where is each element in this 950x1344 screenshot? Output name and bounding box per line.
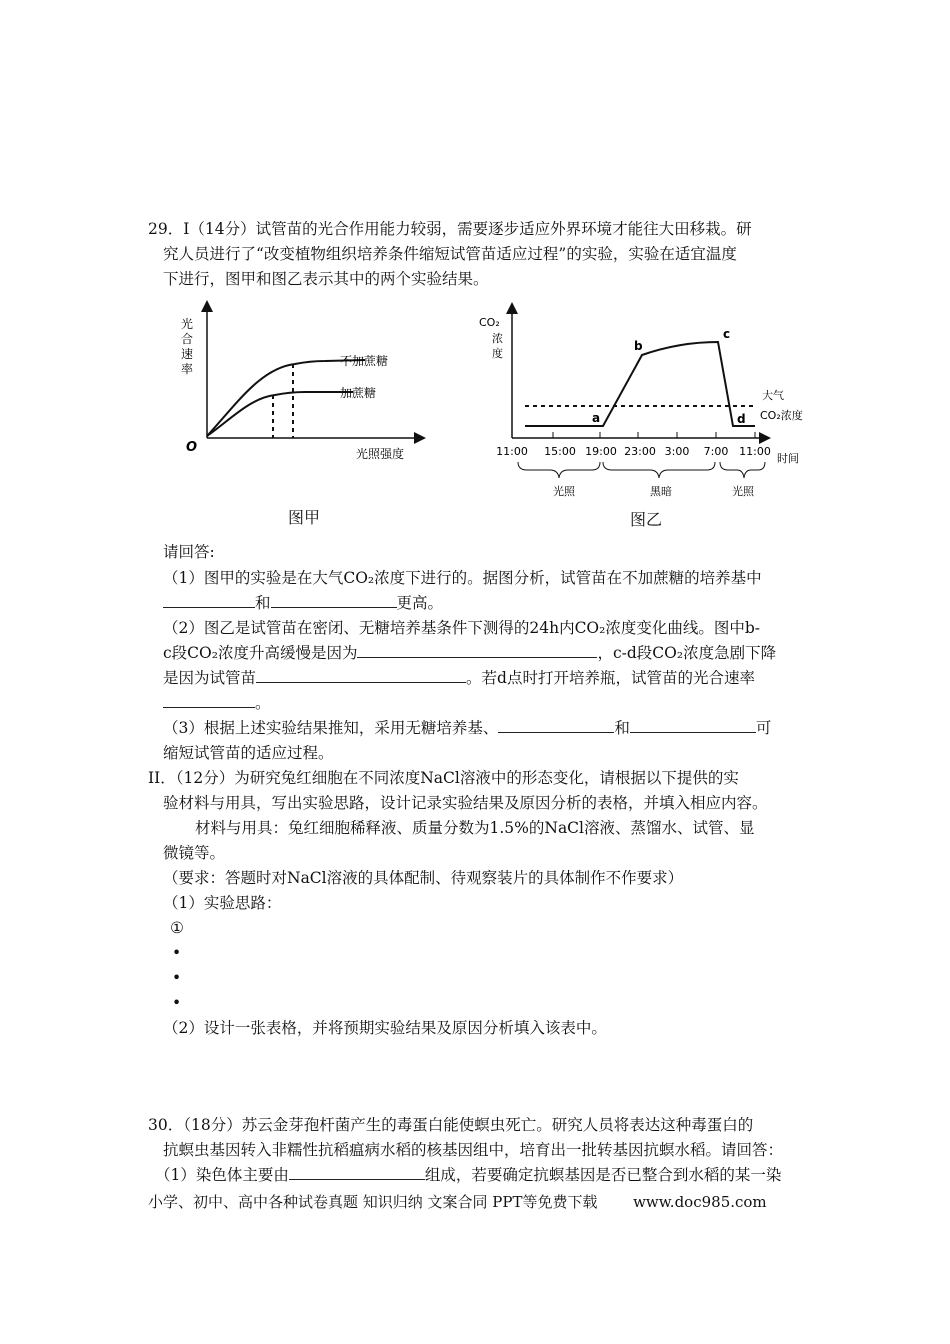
q2-line-3: 是因为试管苗 。若d点时打开培养瓶，试管苗的光合速率	[163, 669, 755, 687]
footer-url[interactable]: www.doc985.com	[633, 1193, 767, 1211]
q29-line-1: 29．Ⅰ（14分）试管苗的光合作用能力较弱，需要逐步适应外界环境才能往大田移栽。研	[148, 220, 752, 238]
jia-xlabel: 光照强度	[356, 447, 405, 461]
answer-blank[interactable]	[163, 692, 255, 708]
yi-xlabel: 时间	[777, 452, 799, 465]
yi-brace-light-2	[720, 462, 765, 478]
step-bullet: •	[172, 969, 182, 987]
part2-line-7: （2）设计一张表格，并将预期实验结果及原因分析填入该表中。	[163, 1019, 607, 1037]
q1-line-1: （1）图甲的实验是在大气CO₂浓度下进行的。据图分析，试管苗在不加蔗糖的培养基中	[163, 569, 762, 587]
yi-tick-6: 7:00	[703, 445, 729, 458]
answer-blank[interactable]	[163, 592, 255, 608]
answer-blank[interactable]	[357, 642, 597, 658]
yi-tick-5: 3:00	[664, 445, 690, 458]
answer-blank[interactable]	[289, 1164, 425, 1180]
q29-line-3: 下进行，图甲和图乙表示其中的两个实验结果。	[163, 270, 489, 288]
yi-ylabel-3: 度	[492, 347, 503, 360]
yi-brace-dark	[603, 462, 715, 478]
answer-blank[interactable]	[256, 667, 466, 683]
q30-line-1: 30．（18分）苏云金芽孢杆菌产生的毒蛋白能使螟虫死亡。研究人员将表达这种毒蛋白的	[148, 1116, 754, 1134]
yi-tick-1: 11:00	[496, 445, 528, 458]
answer-blank[interactable]	[498, 717, 614, 733]
yi-ref-label-1: 大气	[762, 389, 784, 402]
answer-intro: 请回答:	[163, 543, 215, 561]
step-bullet: •	[172, 944, 182, 962]
part2-line-5: （要求：答题时对NaCl溶液的具体配制、待观察装片的具体制作不作要求）	[163, 869, 684, 887]
figure-yi-caption: 图乙	[630, 510, 663, 529]
answer-blank[interactable]	[271, 592, 397, 608]
yi-ylabel-2: 浓	[492, 332, 503, 345]
q2-line-1: （2）图乙是试管苗在密闭、无糖培养基条件下测得的24h内CO₂浓度变化曲线。图中b-	[163, 619, 761, 637]
yi-period-3: 光照	[732, 485, 754, 498]
figure-yi	[475, 300, 820, 505]
yi-tick-2: 15:00	[544, 445, 576, 458]
q2-line-4: 。	[163, 692, 271, 714]
part2-line-6: （1）实验思路：	[163, 894, 282, 912]
jia-label-high: 不加蔗糖	[340, 354, 389, 368]
yi-tick-7: 11:00	[739, 445, 771, 458]
answer-blank[interactable]	[630, 717, 756, 733]
part2-line-3: 材料与用具：兔红细胞稀释液、质量分数为1.5%的NaCl溶液、蒸馏水、试管、显	[195, 819, 755, 837]
yi-point-a: a	[592, 411, 601, 425]
q3-line-1: （3）根据上述实验结果推知，采用无糖培养基、 和 可	[163, 719, 772, 737]
yi-period-2: 黑暗	[650, 485, 672, 498]
figure-jia-caption: 图甲	[288, 508, 321, 527]
yi-point-b: b	[634, 339, 643, 353]
q30-line-3: （1）染色体主要由 组成，若要确定抗螟基因是否已整合到水稻的某一染	[155, 1166, 782, 1184]
jia-ylabel-4: 率	[181, 362, 194, 376]
yi-tick-3: 19:00	[585, 445, 617, 458]
jia-curve-low	[207, 392, 353, 436]
footer	[148, 1191, 767, 1213]
yi-ylabel-1: CO₂	[479, 316, 500, 329]
q1-line-2: 和 更高。	[163, 592, 443, 614]
yi-ref-label-2: CO₂浓度	[760, 409, 803, 422]
jia-origin: O	[186, 440, 198, 455]
part2-line-2: 验材料与用具，写出实验思路，设计记录实验结果及原因分析的表格，并填入相应内容。	[163, 794, 768, 812]
jia-label-low: 加蔗糖	[340, 386, 377, 400]
step-bullet: •	[172, 994, 182, 1012]
yi-period-1: 光照	[553, 485, 575, 498]
q29-line-2: 究人员进行了“改变植物组织培养条件缩短试管苗适应过程”的实验，实验在适宜温度	[163, 245, 737, 263]
part2-line-4: 微镜等。	[163, 844, 226, 862]
jia-ylabel-2: 合	[181, 332, 194, 346]
yi-brace-light-1	[518, 462, 600, 478]
part2-line-1: II．（12分）为研究兔红细胞在不同浓度NaCl溶液中的形态变化，请根据以下提供的实	[148, 769, 739, 787]
yi-point-d: d	[737, 412, 746, 426]
jia-ylabel-1: 光	[181, 317, 194, 331]
yi-tick-4: 23:00	[624, 445, 656, 458]
yi-point-c: c	[723, 327, 731, 341]
yi-co2-curve	[525, 342, 755, 426]
step-item-1: ①	[170, 919, 184, 937]
q30-line-2: 抗螟虫基因转入非糯性抗稻瘟病水稻的核基因组中，培育出一批转基因抗螟水稻。请回答：	[163, 1141, 784, 1159]
q3-line-2: 缩短试管苗的适应过程。	[163, 744, 334, 762]
jia-ylabel-3: 速	[181, 347, 194, 361]
footer-text: 小学、初中、高中各种试卷真题 知识归纳 文案合同 PPT等免费下载	[148, 1193, 598, 1211]
figure-jia	[170, 298, 430, 473]
q2-line-2: c段CO₂浓度升高缓慢是因为 ，c-d段CO₂浓度急剧下降	[163, 644, 777, 662]
